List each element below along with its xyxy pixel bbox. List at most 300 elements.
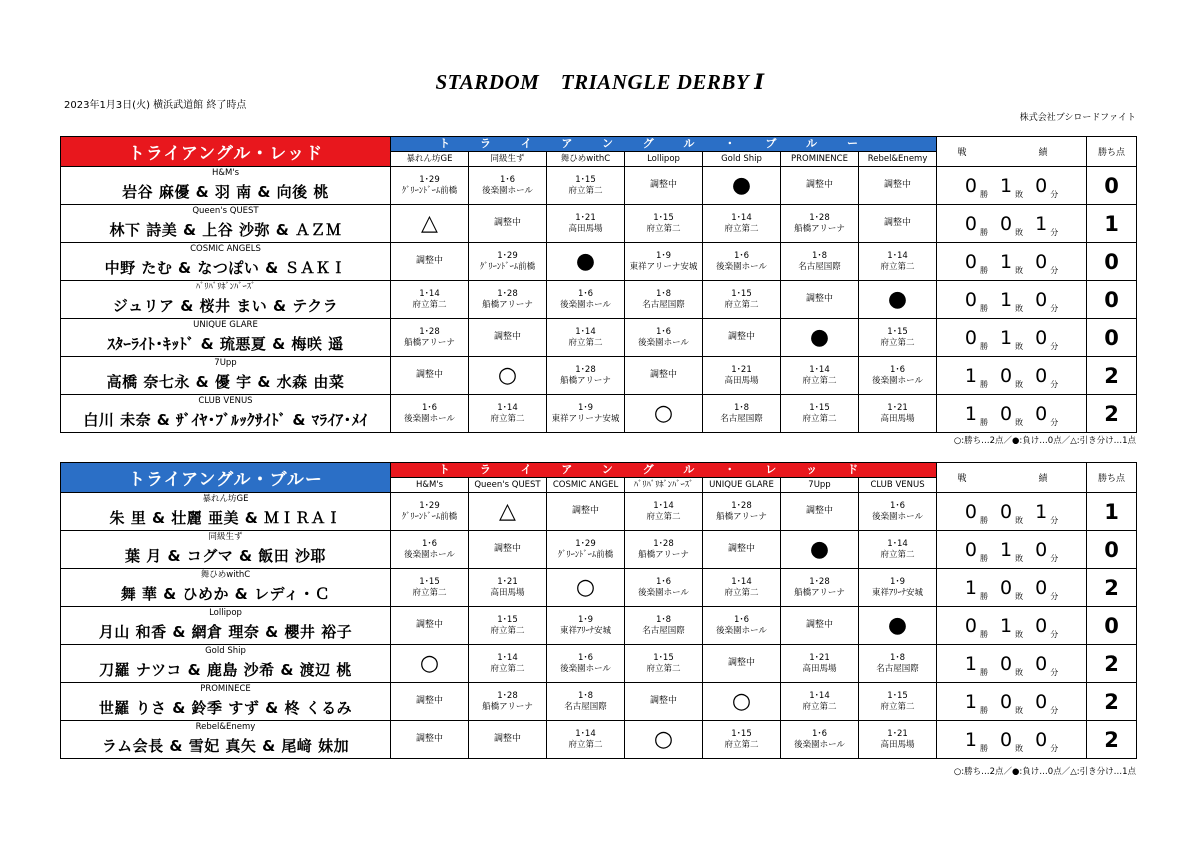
match-venue: 後楽園ホール bbox=[716, 625, 767, 636]
match-cell bbox=[781, 683, 859, 721]
draw-unit: 分 bbox=[1050, 303, 1059, 313]
match-cell bbox=[391, 645, 469, 683]
match-cell bbox=[703, 531, 781, 569]
team-cell bbox=[61, 357, 391, 395]
match-venue: 船橋アリーナ bbox=[638, 549, 689, 560]
match-cell bbox=[391, 569, 469, 607]
match-cell bbox=[547, 569, 625, 607]
draws: 0 bbox=[1035, 288, 1048, 311]
match-venue: 後楽園ホール bbox=[404, 413, 455, 424]
match-cell bbox=[547, 493, 625, 531]
record-cell bbox=[937, 281, 1087, 319]
points-value: 1 bbox=[1087, 205, 1137, 243]
table-row bbox=[61, 205, 1137, 243]
draw-unit: 分 bbox=[1050, 265, 1059, 275]
points-value: 2 bbox=[1087, 645, 1137, 683]
match-venue: 府立第二 bbox=[880, 549, 915, 560]
match-pending: 調整中 bbox=[805, 294, 833, 304]
draws: 1 bbox=[1035, 500, 1048, 523]
win-unit: 勝 bbox=[980, 591, 989, 601]
points-value: 2 bbox=[1087, 569, 1137, 607]
points-value: 2 bbox=[1087, 357, 1137, 395]
match-venue: 府立第二 bbox=[646, 663, 681, 674]
match-pending: 調整中 bbox=[415, 696, 443, 706]
loss-unit: 敗 bbox=[1015, 379, 1024, 389]
team-members: ジュリア & 桜井 まい & テクラ bbox=[112, 297, 339, 315]
match-cell bbox=[469, 607, 547, 645]
draws: 0 bbox=[1035, 652, 1048, 675]
losses: 1 bbox=[1000, 326, 1013, 349]
result-mark: ● bbox=[809, 324, 830, 350]
draw-unit: 分 bbox=[1050, 379, 1059, 389]
draw-unit: 分 bbox=[1050, 705, 1059, 715]
draws: 0 bbox=[1035, 402, 1048, 425]
match-pending: 調整中 bbox=[727, 544, 755, 554]
match-cell bbox=[625, 569, 703, 607]
match-date: 1･6 bbox=[889, 500, 906, 511]
match-venue: 府立第二 bbox=[490, 663, 525, 674]
loss-unit: 敗 bbox=[1015, 629, 1024, 639]
team-cell bbox=[61, 569, 391, 607]
match-cell bbox=[625, 645, 703, 683]
match-cell bbox=[391, 683, 469, 721]
match-cell bbox=[859, 281, 937, 319]
match-date: 1･15 bbox=[653, 212, 674, 223]
loss-unit: 敗 bbox=[1015, 553, 1024, 563]
team-name: Gold Ship bbox=[205, 646, 246, 656]
team-members: ｽﾀｰﾗｲﾄ･ｷｯﾄﾞ & 琉悪夏 & 梅咲 遥 bbox=[107, 335, 344, 353]
match-cell bbox=[391, 531, 469, 569]
match-pending: 調整中 bbox=[805, 180, 833, 190]
draws: 0 bbox=[1035, 174, 1048, 197]
result-mark: ○ bbox=[653, 400, 674, 426]
draw-unit: 分 bbox=[1050, 189, 1059, 199]
match-date: 1･29 bbox=[419, 500, 440, 511]
match-date: 1･6 bbox=[577, 652, 594, 663]
record-header: 戦 績 bbox=[937, 137, 1087, 167]
match-date: 1･14 bbox=[497, 652, 518, 663]
match-venue: 東祥ｱﾘｰﾅ安城 bbox=[559, 625, 611, 636]
match-venue: ｸﾞﾘｰﾝﾄﾞｰﾑ前橋 bbox=[401, 511, 458, 522]
team-name: 同級生ず bbox=[208, 532, 243, 542]
match-cell bbox=[391, 721, 469, 759]
opponent-header: CLUB VENUS bbox=[859, 478, 937, 493]
match-cell bbox=[391, 243, 469, 281]
losses: 0 bbox=[1000, 500, 1013, 523]
wins: 0 bbox=[964, 614, 978, 637]
block-heading: トライアングル・レッド bbox=[61, 137, 391, 167]
match-cell bbox=[469, 683, 547, 721]
match-cell bbox=[625, 319, 703, 357]
match-date: 1･8 bbox=[733, 402, 750, 413]
match-cell bbox=[703, 645, 781, 683]
match-cell bbox=[703, 493, 781, 531]
match-date: 1･9 bbox=[577, 402, 594, 413]
match-cell bbox=[625, 721, 703, 759]
match-venue: 高田馬場 bbox=[802, 663, 837, 674]
match-cell bbox=[703, 281, 781, 319]
match-date: 1･14 bbox=[575, 326, 596, 337]
match-venue: 府立第二 bbox=[646, 511, 681, 522]
opponent-band bbox=[391, 137, 937, 152]
match-venue: 後楽園ホール bbox=[872, 511, 923, 522]
match-cell bbox=[547, 531, 625, 569]
match-date: 1･14 bbox=[731, 212, 752, 223]
match-venue: 府立第二 bbox=[412, 299, 447, 310]
loss-unit: 敗 bbox=[1015, 743, 1024, 753]
match-date: 1･28 bbox=[497, 690, 518, 701]
match-venue: 名古屋国際 bbox=[642, 299, 685, 310]
result-mark: ● bbox=[809, 536, 830, 562]
match-venue: 府立第二 bbox=[724, 739, 759, 750]
loss-unit: 敗 bbox=[1015, 515, 1024, 525]
draws: 1 bbox=[1035, 212, 1048, 235]
match-cell bbox=[469, 493, 547, 531]
draw-unit: 分 bbox=[1050, 629, 1059, 639]
match-venue: 府立第二 bbox=[490, 413, 525, 424]
draws: 0 bbox=[1035, 614, 1048, 637]
opponent-header: Lollipop bbox=[625, 152, 703, 167]
match-cell bbox=[391, 493, 469, 531]
match-date: 1･6 bbox=[733, 614, 750, 625]
match-date: 1･14 bbox=[887, 250, 908, 261]
match-cell bbox=[469, 357, 547, 395]
draws: 0 bbox=[1035, 250, 1048, 273]
losses: 0 bbox=[1000, 728, 1013, 751]
match-cell bbox=[703, 243, 781, 281]
win-unit: 勝 bbox=[980, 417, 989, 427]
match-date: 1･21 bbox=[887, 402, 908, 413]
draws: 0 bbox=[1035, 364, 1048, 387]
match-date: 1･8 bbox=[655, 614, 672, 625]
draw-unit: 分 bbox=[1050, 591, 1059, 601]
match-cell bbox=[781, 243, 859, 281]
match-date: 1･6 bbox=[811, 728, 828, 739]
table-row bbox=[61, 357, 1137, 395]
opponent-header: COSMIC ANGEL bbox=[547, 478, 625, 493]
match-cell bbox=[859, 167, 937, 205]
match-cell bbox=[859, 531, 937, 569]
match-venue: 名古屋国際 bbox=[642, 625, 685, 636]
match-venue: 船橋アリーナ bbox=[482, 299, 533, 310]
match-pending: 調整中 bbox=[649, 696, 677, 706]
loss-unit: 敗 bbox=[1015, 705, 1024, 715]
team-name: 舞ひめwithC bbox=[200, 570, 251, 580]
team-members: 舞 華 & ひめか & レディ・Ｃ bbox=[120, 585, 331, 603]
match-cell bbox=[859, 243, 937, 281]
points-value: 2 bbox=[1087, 721, 1137, 759]
match-venue: 高田馬場 bbox=[490, 587, 525, 598]
match-cell bbox=[547, 167, 625, 205]
match-pending: 調整中 bbox=[727, 658, 755, 668]
team-cell bbox=[61, 243, 391, 281]
record-cell bbox=[937, 531, 1087, 569]
team-name: ﾊﾞﾘﾊﾞﾘﾎﾞﾝﾊﾞｰｽﾞ bbox=[195, 282, 256, 292]
loss-unit: 敗 bbox=[1015, 189, 1024, 199]
record-cell bbox=[937, 607, 1087, 645]
match-cell bbox=[859, 395, 937, 433]
match-cell bbox=[781, 167, 859, 205]
wins: 0 bbox=[964, 538, 978, 561]
match-pending: 調整中 bbox=[884, 218, 912, 228]
loss-unit: 敗 bbox=[1015, 591, 1024, 601]
match-date: 1･14 bbox=[575, 728, 596, 739]
match-cell bbox=[859, 357, 937, 395]
page-title: STARDOM TRIANGLE DERBY Ⅰ bbox=[435, 70, 765, 94]
points-header: 勝ち点 bbox=[1087, 463, 1137, 493]
match-venue: ｸﾞﾘｰﾝﾄﾞｰﾑ前橋 bbox=[557, 549, 614, 560]
losses: 1 bbox=[1000, 174, 1013, 197]
team-name: 7Upp bbox=[214, 358, 237, 368]
match-venue: 府立第二 bbox=[802, 413, 837, 424]
team-members: 刀羅 ナツコ & 鹿島 沙希 & 渡辺 桃 bbox=[99, 661, 352, 679]
match-venue: 東祥アリーナ安城 bbox=[629, 261, 698, 272]
opponent-header: ﾊﾞﾘﾊﾞﾘﾎﾞﾝﾊﾞｰｽﾞ bbox=[625, 478, 703, 493]
table-row bbox=[61, 683, 1137, 721]
match-pending: 調整中 bbox=[493, 332, 521, 342]
match-cell bbox=[703, 395, 781, 433]
match-cell bbox=[859, 683, 937, 721]
win-unit: 勝 bbox=[980, 189, 989, 199]
match-date: 1･9 bbox=[889, 576, 906, 587]
match-date: 1･28 bbox=[575, 364, 596, 375]
win-unit: 勝 bbox=[980, 303, 989, 313]
win-unit: 勝 bbox=[980, 341, 989, 351]
points-header: 勝ち点 bbox=[1087, 137, 1137, 167]
match-cell bbox=[547, 395, 625, 433]
loss-unit: 敗 bbox=[1015, 667, 1024, 677]
match-date: 1･9 bbox=[577, 614, 594, 625]
match-pending: 調整中 bbox=[415, 734, 443, 744]
match-cell bbox=[391, 607, 469, 645]
team-members: 月山 和香 & 網倉 理奈 & 櫻井 裕子 bbox=[98, 623, 353, 641]
match-date: 1･15 bbox=[653, 652, 674, 663]
match-venue: 名古屋国際 bbox=[876, 663, 919, 674]
team-cell bbox=[61, 319, 391, 357]
match-cell bbox=[469, 319, 547, 357]
draws: 0 bbox=[1035, 576, 1048, 599]
match-date: 1･15 bbox=[731, 728, 752, 739]
table-row bbox=[61, 645, 1137, 683]
match-venue: 後楽園ホール bbox=[716, 261, 767, 272]
match-pending: 調整中 bbox=[493, 544, 521, 554]
match-date: 1･28 bbox=[809, 576, 830, 587]
match-cell bbox=[547, 683, 625, 721]
match-cell bbox=[469, 243, 547, 281]
table-row bbox=[61, 243, 1137, 281]
match-venue: 府立第二 bbox=[880, 261, 915, 272]
match-cell bbox=[625, 243, 703, 281]
match-date: 1･6 bbox=[577, 288, 594, 299]
match-cell bbox=[703, 683, 781, 721]
match-cell bbox=[547, 357, 625, 395]
match-date: 1･15 bbox=[497, 614, 518, 625]
match-venue: 船橋アリーナ bbox=[794, 223, 845, 234]
match-cell bbox=[703, 167, 781, 205]
match-cell bbox=[547, 205, 625, 243]
opponent-header: Queen's QUEST bbox=[469, 478, 547, 493]
match-venue: 後楽園ホール bbox=[638, 337, 689, 348]
match-date: 1･28 bbox=[731, 500, 752, 511]
block-red bbox=[60, 136, 1136, 433]
match-pending: 調整中 bbox=[493, 218, 521, 228]
match-cell bbox=[625, 357, 703, 395]
record-cell bbox=[937, 205, 1087, 243]
match-venue: 府立第二 bbox=[880, 701, 915, 712]
match-cell bbox=[391, 357, 469, 395]
match-venue: 後楽園ホール bbox=[794, 739, 845, 750]
match-cell bbox=[703, 205, 781, 243]
team-cell bbox=[61, 683, 391, 721]
match-venue: 後楽園ホール bbox=[482, 185, 533, 196]
match-date: 1･8 bbox=[577, 690, 594, 701]
loss-unit: 敗 bbox=[1015, 265, 1024, 275]
wins: 1 bbox=[964, 690, 978, 713]
wins: 0 bbox=[964, 250, 978, 273]
match-venue: 船橋アリーナ bbox=[560, 375, 611, 386]
loss-unit: 敗 bbox=[1015, 417, 1024, 427]
team-name: CLUB VENUS bbox=[198, 396, 253, 406]
draw-unit: 分 bbox=[1050, 667, 1059, 677]
result-mark: ○ bbox=[731, 688, 752, 714]
team-name: H&M's bbox=[211, 168, 240, 178]
match-pending: 調整中 bbox=[415, 620, 443, 630]
match-venue: 府立第二 bbox=[412, 587, 447, 598]
match-cell bbox=[391, 281, 469, 319]
team-cell bbox=[61, 395, 391, 433]
match-date: 1･8 bbox=[811, 250, 828, 261]
match-date: 1･14 bbox=[419, 288, 440, 299]
wins: 1 bbox=[964, 652, 978, 675]
result-mark: ○ bbox=[575, 574, 596, 600]
team-cell bbox=[61, 645, 391, 683]
match-cell bbox=[469, 167, 547, 205]
match-venue: 府立第二 bbox=[724, 223, 759, 234]
match-cell bbox=[781, 607, 859, 645]
match-pending: 調整中 bbox=[649, 180, 677, 190]
match-venue: 後楽園ホール bbox=[872, 375, 923, 386]
match-date: 1･29 bbox=[419, 174, 440, 185]
match-date: 1･6 bbox=[655, 576, 672, 587]
draw-unit: 分 bbox=[1050, 515, 1059, 525]
team-name: PROMINECE bbox=[200, 684, 251, 694]
losses: 0 bbox=[1000, 402, 1013, 425]
match-date: 1･29 bbox=[497, 250, 518, 261]
draw-unit: 分 bbox=[1050, 743, 1059, 753]
match-cell bbox=[781, 319, 859, 357]
table-row bbox=[61, 395, 1137, 433]
opponent-header: 7Upp bbox=[781, 478, 859, 493]
match-date: 1･8 bbox=[655, 288, 672, 299]
match-cell bbox=[703, 721, 781, 759]
losses: 0 bbox=[1000, 364, 1013, 387]
match-cell bbox=[469, 531, 547, 569]
match-date: 1･21 bbox=[497, 576, 518, 587]
wins: 0 bbox=[964, 212, 978, 235]
match-pending: 調整中 bbox=[805, 506, 833, 516]
match-venue: 船橋アリーナ bbox=[794, 587, 845, 598]
match-cell bbox=[547, 645, 625, 683]
match-date: 1･14 bbox=[809, 364, 830, 375]
match-date: 1･15 bbox=[887, 690, 908, 701]
legend-red: ○:勝ち…2点／●:負け…0点／△:引き分け…1点 bbox=[953, 436, 1136, 446]
losses: 1 bbox=[1000, 538, 1013, 561]
wins: 0 bbox=[964, 500, 978, 523]
match-cell bbox=[781, 531, 859, 569]
match-venue: 東祥アリーナ安城 bbox=[551, 413, 620, 424]
match-pending: 調整中 bbox=[415, 370, 443, 380]
match-cell bbox=[781, 281, 859, 319]
match-cell bbox=[547, 721, 625, 759]
match-date: 1･15 bbox=[419, 576, 440, 587]
match-cell bbox=[781, 357, 859, 395]
team-cell bbox=[61, 493, 391, 531]
opponent-header: H&M's bbox=[391, 478, 469, 493]
match-cell bbox=[391, 395, 469, 433]
standings-table bbox=[60, 462, 1137, 759]
team-name: COSMIC ANGELS bbox=[190, 244, 261, 254]
match-cell bbox=[781, 645, 859, 683]
table-row bbox=[61, 569, 1137, 607]
table-row bbox=[61, 607, 1137, 645]
draw-unit: 分 bbox=[1050, 227, 1059, 237]
match-cell bbox=[625, 493, 703, 531]
team-members: 林下 詩美 & 上谷 沙弥 & ＡＺＭ bbox=[109, 221, 342, 239]
match-venue: 後楽園ホール bbox=[404, 549, 455, 560]
opponent-header: UNIQUE GLARE bbox=[703, 478, 781, 493]
match-date: 1･6 bbox=[421, 402, 438, 413]
match-cell bbox=[781, 395, 859, 433]
table-row bbox=[61, 493, 1137, 531]
opponent-band-text: トライアングル・レッド bbox=[438, 463, 889, 476]
result-mark: ● bbox=[887, 612, 908, 638]
losses: 1 bbox=[1000, 614, 1013, 637]
points-value: 0 bbox=[1087, 319, 1137, 357]
match-date: 1･21 bbox=[731, 364, 752, 375]
result-mark: ● bbox=[575, 248, 596, 274]
match-cell bbox=[781, 205, 859, 243]
loss-unit: 敗 bbox=[1015, 341, 1024, 351]
match-cell bbox=[859, 569, 937, 607]
match-pending: 調整中 bbox=[571, 506, 599, 516]
match-cell bbox=[781, 493, 859, 531]
match-date: 1･6 bbox=[889, 364, 906, 375]
match-venue: 府立第二 bbox=[802, 375, 837, 386]
match-cell bbox=[547, 243, 625, 281]
result-mark: ● bbox=[887, 286, 908, 312]
match-cell bbox=[391, 319, 469, 357]
result-mark: ● bbox=[731, 172, 752, 198]
match-date: 1･28 bbox=[653, 538, 674, 549]
losses: 1 bbox=[1000, 288, 1013, 311]
match-cell bbox=[625, 395, 703, 433]
match-cell bbox=[625, 607, 703, 645]
match-venue: 後楽園ホール bbox=[560, 299, 611, 310]
match-venue: 船橋アリーナ bbox=[716, 511, 767, 522]
match-cell bbox=[469, 645, 547, 683]
draws: 0 bbox=[1035, 728, 1048, 751]
record-cell bbox=[937, 645, 1087, 683]
match-venue: 後楽園ホール bbox=[560, 663, 611, 674]
team-members: 朱 里 & 壮麗 亜美 & ＭＩＲＡＩ bbox=[109, 509, 342, 527]
win-unit: 勝 bbox=[980, 667, 989, 677]
match-date: 1･15 bbox=[575, 174, 596, 185]
match-cell bbox=[625, 205, 703, 243]
losses: 0 bbox=[1000, 576, 1013, 599]
match-pending: 調整中 bbox=[415, 256, 443, 266]
match-pending: 調整中 bbox=[884, 180, 912, 190]
match-venue: 船橋アリーナ bbox=[482, 701, 533, 712]
